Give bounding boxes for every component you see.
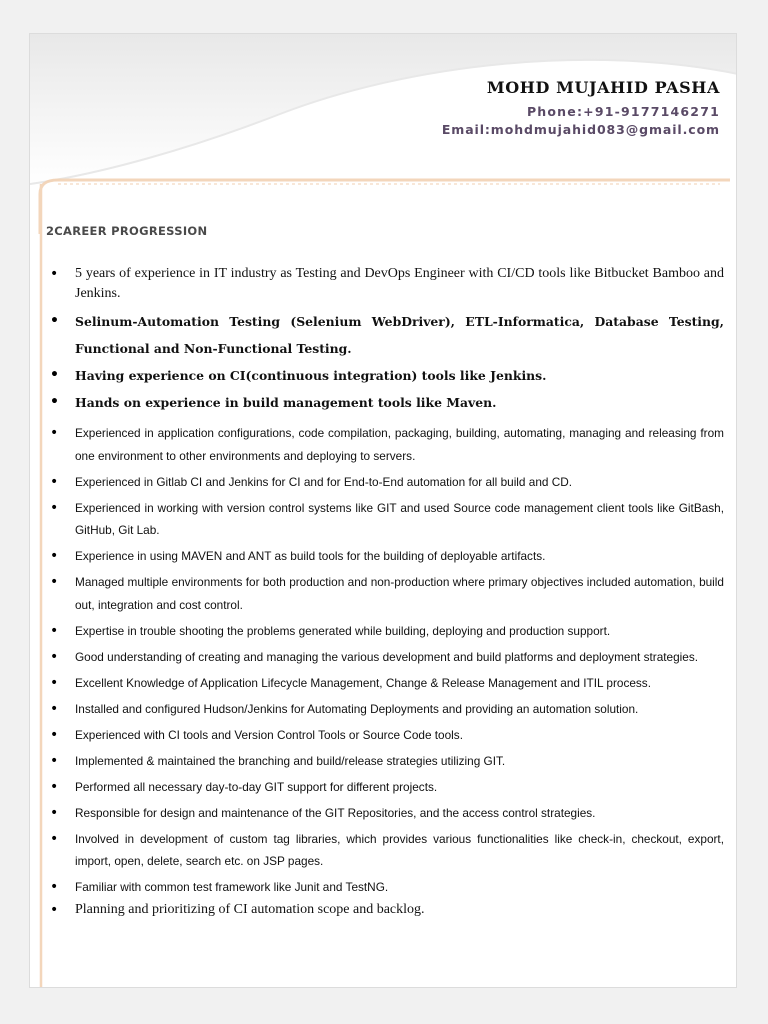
list-item: • Hands on experience in build management tools like Maven. <box>40 389 724 416</box>
list-item: • Involved in development of custom tag libraries, which provides various functionalities like check-in, checkout, export, import, open, delete, search etc. on JSP pages. <box>40 828 724 873</box>
list-item: • Planning and prioritizing of CI automation scope and backlog. <box>40 900 724 920</box>
list-item: • Having experience on CI(continuous integration) tools like Jenkins. <box>40 362 724 389</box>
list-item: • Responsible for design and maintenance of the GIT Repositories, and the access control strategies. <box>40 802 724 825</box>
list-item: • Experienced with CI tools and Version Control Tools or Source Code tools. <box>40 724 724 747</box>
list-item: • Installed and configured Hudson/Jenkins for Automating Deployments and providing an automation solution. <box>40 698 724 721</box>
section-title: 2CAREER PROGRESSION <box>46 224 208 238</box>
list-item: • Expertise in trouble shooting the problems generated while building, deploying and production support. <box>40 620 724 643</box>
resume-page <box>29 33 737 988</box>
list-item: • Excellent Knowledge of Application Lifecycle Management, Change & Release Management and ITIL process. <box>40 672 724 695</box>
list-item: • 5 years of experience in IT industry as Testing and DevOps Engineer with CI/CD tools like Bitbucket Bamboo and Jenkins. <box>40 264 724 304</box>
list-item: • Performed all necessary day-to-day GIT support for different projects. <box>40 776 724 799</box>
list-item: • Experience in using MAVEN and ANT as build tools for the building of deployable artifacts. <box>40 545 724 568</box>
list-item: • Managed multiple environments for both production and non-production where primary objectives included automation, build out, integration and cost control. <box>40 571 724 616</box>
experience-list <box>40 264 724 920</box>
list-item: • Familiar with common test framework like Junit and TestNG. <box>40 876 724 899</box>
candidate-phone: Phone:+91-9177146271 <box>526 104 720 119</box>
list-item: • Experienced in working with version control systems like GIT and used Source code management client tools like GitBash, GitHub, Git Lab. <box>40 497 724 542</box>
list-item: • Good understanding of creating and managing the various development and build platforms and deployment strategies. <box>40 646 724 669</box>
list-item: • Selinum-Automation Testing (Selenium WebDriver), ETL-Informatica, Database Testing, Functional and Non-Functional Testing. <box>40 308 724 362</box>
candidate-email: Email:mohdmujahid083@gmail.com <box>441 122 720 137</box>
list-item: • Experienced in application configurations, code compilation, packaging, building, automating, managing and releasing from one environment to other environments and deploying to servers. <box>40 422 724 467</box>
list-item: • Experienced in Gitlab CI and Jenkins for CI and for End-to-End automation for all build and CD. <box>40 471 724 494</box>
candidate-name: MOHD MUJAHID PASHA <box>486 78 720 97</box>
list-item: • Implemented & maintained the branching and build/release strategies utilizing GIT. <box>40 750 724 773</box>
